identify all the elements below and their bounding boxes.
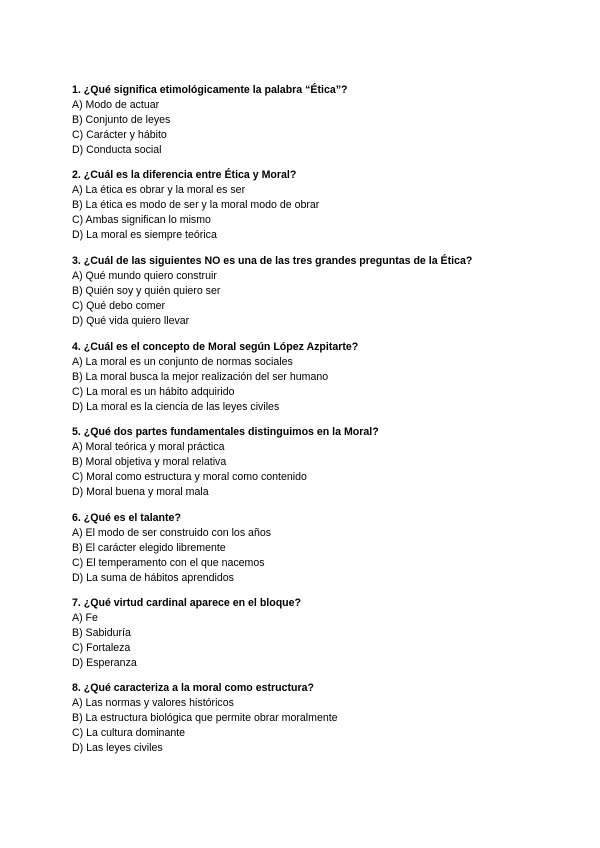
option-a: A) Las normas y valores históricos bbox=[72, 697, 234, 709]
option-b: B) Quién soy y quién quiero ser bbox=[72, 285, 221, 297]
option-a: A) Qué mundo quiero construir bbox=[72, 270, 217, 282]
option-c: C) Ambas significan lo mismo bbox=[72, 214, 211, 226]
question-title: 8. ¿Qué caracteriza a la moral como estructura? bbox=[72, 682, 314, 694]
option-c: C) Qué debo comer bbox=[72, 300, 166, 312]
question-7 bbox=[72, 596, 542, 671]
question-8 bbox=[72, 681, 542, 756]
question-4 bbox=[72, 340, 542, 415]
question-title: 3. ¿Cuál de las siguientes NO es una de las tres grandes preguntas de la Ética? bbox=[72, 255, 473, 267]
option-b: B) La ética es modo de ser y la moral modo de obrar bbox=[72, 199, 320, 211]
option-b: B) El carácter elegido libremente bbox=[72, 542, 226, 554]
question-title: 1. ¿Qué significa etimológicamente la palabra “Ética”? bbox=[72, 84, 348, 96]
question-title: 6. ¿Qué es el talante? bbox=[72, 512, 181, 524]
option-a: A) El modo de ser construido con los años bbox=[72, 527, 272, 539]
option-c: C) Moral como estructura y moral como contenido bbox=[72, 471, 307, 483]
question-title: 7. ¿Qué virtud cardinal aparece en el bloque? bbox=[72, 597, 302, 609]
option-a: A) La ética es obrar y la moral es ser bbox=[72, 184, 246, 196]
option-c: C) La cultura dominante bbox=[72, 727, 186, 739]
option-a: A) Moral teórica y moral práctica bbox=[72, 441, 225, 453]
option-b: B) Moral objetiva y moral relativa bbox=[72, 456, 227, 468]
option-d: D) Las leyes civiles bbox=[72, 742, 163, 754]
option-d: D) La moral es la ciencia de las leyes civiles bbox=[72, 401, 280, 413]
option-b: B) La moral busca la mejor realización del ser humano bbox=[72, 371, 329, 383]
option-d: D) La suma de hábitos aprendidos bbox=[72, 572, 234, 584]
question-6 bbox=[72, 511, 542, 586]
question-title: 5. ¿Qué dos partes fundamentales distinguimos en la Moral? bbox=[72, 426, 379, 438]
option-b: B) La estructura biológica que permite obrar moralmente bbox=[72, 712, 338, 724]
question-1 bbox=[72, 83, 542, 158]
option-d: D) Qué vida quiero llevar bbox=[72, 315, 190, 327]
option-d: D) Conducta social bbox=[72, 144, 162, 156]
question-2 bbox=[72, 168, 542, 243]
option-c: C) Carácter y hábito bbox=[72, 129, 167, 141]
option-c: C) El temperamento con el que nacemos bbox=[72, 557, 265, 569]
option-a: A) Fe bbox=[72, 612, 98, 624]
question-title: 2. ¿Cuál es la diferencia entre Ética y Moral? bbox=[72, 169, 297, 181]
option-c: C) Fortaleza bbox=[72, 642, 131, 654]
option-a: A) Modo de actuar bbox=[72, 99, 160, 111]
option-d: D) Esperanza bbox=[72, 657, 137, 669]
option-a: A) La moral es un conjunto de normas sociales bbox=[72, 356, 293, 368]
question-5 bbox=[72, 425, 542, 500]
option-d: D) Moral buena y moral mala bbox=[72, 486, 209, 498]
option-c: C) La moral es un hábito adquirido bbox=[72, 386, 235, 398]
option-b: B) Conjunto de leyes bbox=[72, 114, 171, 126]
question-title: 4. ¿Cuál es el concepto de Moral según López Azpitarte? bbox=[72, 341, 359, 353]
option-d: D) La moral es siempre teórica bbox=[72, 229, 217, 241]
question-3 bbox=[72, 254, 542, 329]
option-b: B) Sabiduría bbox=[72, 627, 131, 639]
